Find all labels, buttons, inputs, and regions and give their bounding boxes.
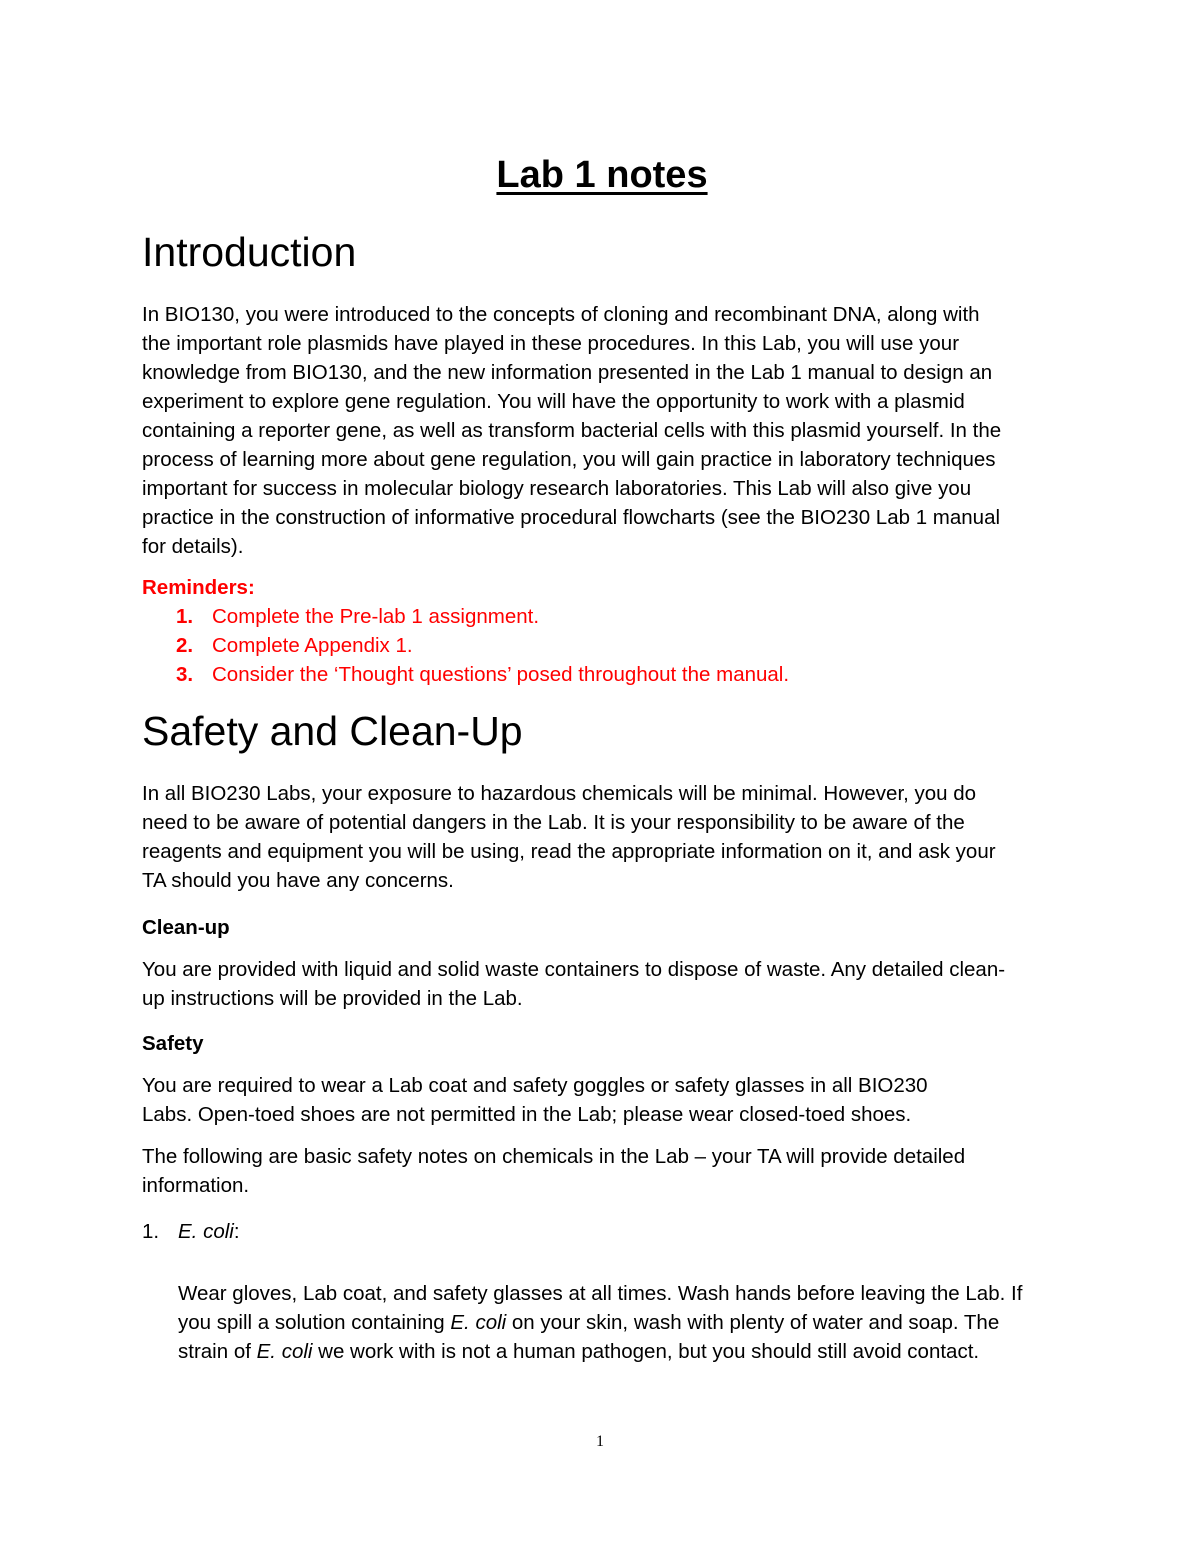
- list-text: Complete Appendix 1.: [212, 634, 413, 657]
- list-number: 3.: [176, 663, 194, 686]
- text-run: Wear gloves, Lab coat, and safety glasses at all times. Wash hands before leaving the Lab. If: [178, 1282, 1023, 1305]
- text-line: process of learning more about gene regulation, you will gain practice in laboratory techniques: [142, 448, 996, 471]
- list-item: [142, 660, 1062, 689]
- text-line: reagents and equipment you will be using, read the appropriate information on it, and ask your: [142, 840, 996, 863]
- reminders-title: Reminders:: [142, 576, 255, 599]
- list-number: 1.: [176, 605, 194, 628]
- organism-name: E. coli: [256, 1340, 313, 1363]
- organism-name: E. coli: [178, 1220, 234, 1243]
- reminders-list: [142, 602, 1062, 689]
- chemicals-list: [142, 1217, 1062, 1246]
- text-line: [178, 1337, 1062, 1366]
- text-line: need to be aware of potential dangers in the Lab. It is your responsibility to be aware of the: [142, 811, 965, 834]
- text-line: for details).: [142, 535, 244, 558]
- text-line: The following are basic safety notes on chemicals in the Lab – your TA will provide detailed: [142, 1145, 966, 1168]
- safety-subheading: Safety: [142, 1032, 204, 1055]
- text-line: Labs. Open-toed shoes are not permitted in the Lab; please wear closed-toed shoes.: [142, 1103, 912, 1126]
- organism-name: E. coli: [450, 1311, 507, 1334]
- list-item: [142, 631, 1062, 660]
- text-line: [178, 1279, 1062, 1308]
- page-content: [142, 150, 1062, 1366]
- text-line: the important role plasmids have played in these procedures. In this Lab, you will use your: [142, 332, 960, 355]
- text-line: [178, 1308, 1062, 1337]
- safety-heading: Safety and Clean-Up: [142, 708, 523, 754]
- page-number: 1: [596, 1433, 604, 1450]
- punctuation: :: [233, 1220, 240, 1243]
- ecoli-safety-paragraph: [178, 1279, 1062, 1366]
- text-line: important for success in molecular biology research laboratories. This Lab will also give you: [142, 477, 972, 500]
- basic-safety-paragraph: [142, 1142, 1062, 1200]
- cleanup-paragraph: [142, 955, 1062, 1013]
- text-run: you spill a solution containing: [178, 1311, 451, 1334]
- text-line: experiment to explore gene regulation. You will have the opportunity to work with a plasmid: [142, 390, 965, 413]
- list-text: Complete the Pre-lab 1 assignment.: [212, 605, 540, 628]
- safety-paragraph: [142, 779, 1062, 895]
- text-line: In all BIO230 Labs, your exposure to hazardous chemicals will be minimal. However, you do: [142, 782, 977, 805]
- text-line: practice in the construction of informative procedural flowcharts (see the BIO230 Lab 1 manual: [142, 506, 1001, 529]
- text-run: strain of: [178, 1340, 257, 1363]
- text-line: up instructions will be provided in the Lab.: [142, 987, 523, 1010]
- text-line: TA should you have any concerns.: [142, 869, 454, 892]
- reminders-block: [142, 573, 1062, 689]
- list-item: [142, 1217, 1062, 1246]
- text-run: on your skin, wash with plenty of water and soap. The: [506, 1311, 1000, 1334]
- chemical-name: [178, 1217, 240, 1246]
- list-number: 1.: [142, 1220, 160, 1243]
- text-line: In BIO130, you were introduced to the concepts of cloning and recombinant DNA, along with: [142, 303, 980, 326]
- text-run: we work with is not a human pathogen, but you should still avoid contact.: [312, 1340, 980, 1363]
- text-line: information.: [142, 1174, 250, 1197]
- list-text: Consider the ‘Thought questions’ posed throughout the manual.: [212, 663, 790, 686]
- text-line: containing a reporter gene, as well as transform bacterial cells with this plasmid yourself. In the: [142, 419, 1002, 442]
- introduction-paragraph: [142, 300, 1062, 561]
- introduction-heading: Introduction: [142, 229, 357, 275]
- safety-requirements-paragraph: [142, 1071, 1062, 1129]
- text-line: knowledge from BIO130, and the new information presented in the Lab 1 manual to design an: [142, 361, 993, 384]
- list-number: 2.: [176, 634, 194, 657]
- document-title: Lab 1 notes: [496, 154, 708, 196]
- text-line: You are required to wear a Lab coat and safety goggles or safety glasses in all BIO230: [142, 1074, 928, 1097]
- list-item: [142, 602, 1062, 631]
- text-line: You are provided with liquid and solid waste containers to dispose of waste. Any detailed clean-: [142, 958, 1006, 981]
- cleanup-heading: Clean-up: [142, 916, 230, 939]
